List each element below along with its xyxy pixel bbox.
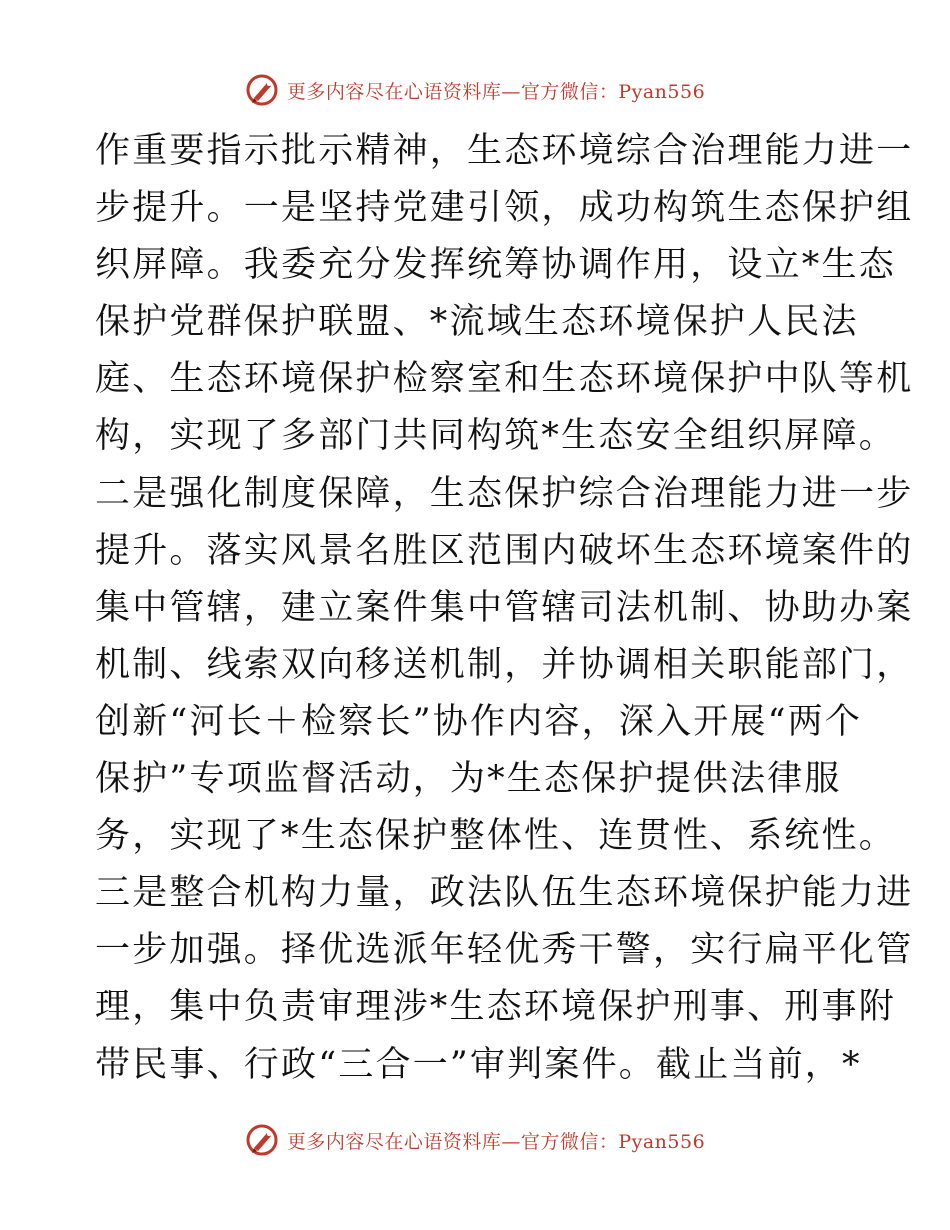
text-line: 机制、线索双向移送机制，并协调相关职能部门， <box>95 644 914 685</box>
text-line: 理，集中负责审理涉*生态环境保护刑事、刑事附 <box>95 987 896 1028</box>
pen-logo-icon <box>245 1123 279 1157</box>
pen-logo-icon <box>245 73 279 107</box>
text-line: 提升。落实风景名胜区范围内破坏生态环境案件的 <box>95 530 914 571</box>
body-text <box>95 123 914 1094</box>
text-line: 集中管辖，建立案件集中管辖司法机制、协助办案 <box>95 587 914 628</box>
text-line: 保护”专项监督活动，为*生态保护提供法律服 <box>95 759 842 800</box>
text-line: 创新“河长＋检察长”协作内容，深入开展“两个 <box>95 701 863 742</box>
text-line: 织屏障。我委充分发挥统筹协调作用，设立*生态 <box>95 245 896 286</box>
text-line: 庭、生态环境保护检察室和生态环境保护中队等机 <box>95 359 914 400</box>
footer-banner-text: 更多内容尽在心语资料库—官方微信：Pyan556 <box>286 1130 706 1153</box>
text-line: 步提升。一是坚持党建引领，成功构筑生态保护组 <box>95 188 914 229</box>
text-line: 作重要指示批示精神，生态环境综合治理能力进一 <box>95 131 914 171</box>
text-line: 一步加强。择优选派年轻优秀干警，实行扁平化管 <box>95 930 914 971</box>
text-line: 三是整合机构力量，政法队伍生态环境保护能力进 <box>95 873 914 914</box>
header-banner-text: 更多内容尽在心语资料库—官方微信：Pyan556 <box>286 80 706 103</box>
text-line: 务，实现了*生态保护整体性、连贯性、系统性。 <box>95 816 896 857</box>
text-line: 二是强化制度保障，生态保护综合治理能力进一步 <box>95 473 914 514</box>
text-line: 构，实现了多部门共同构筑*生态安全组织屏障。 <box>95 416 896 457</box>
footer-banner <box>0 1120 950 1160</box>
text-line: 带民事、行政“三合一”审判案件。截止当前，* <box>95 1044 862 1085</box>
header-banner <box>0 70 950 110</box>
text-line: 保护党群保护联盟、*流域生态环境保护人民法 <box>95 302 859 343</box>
